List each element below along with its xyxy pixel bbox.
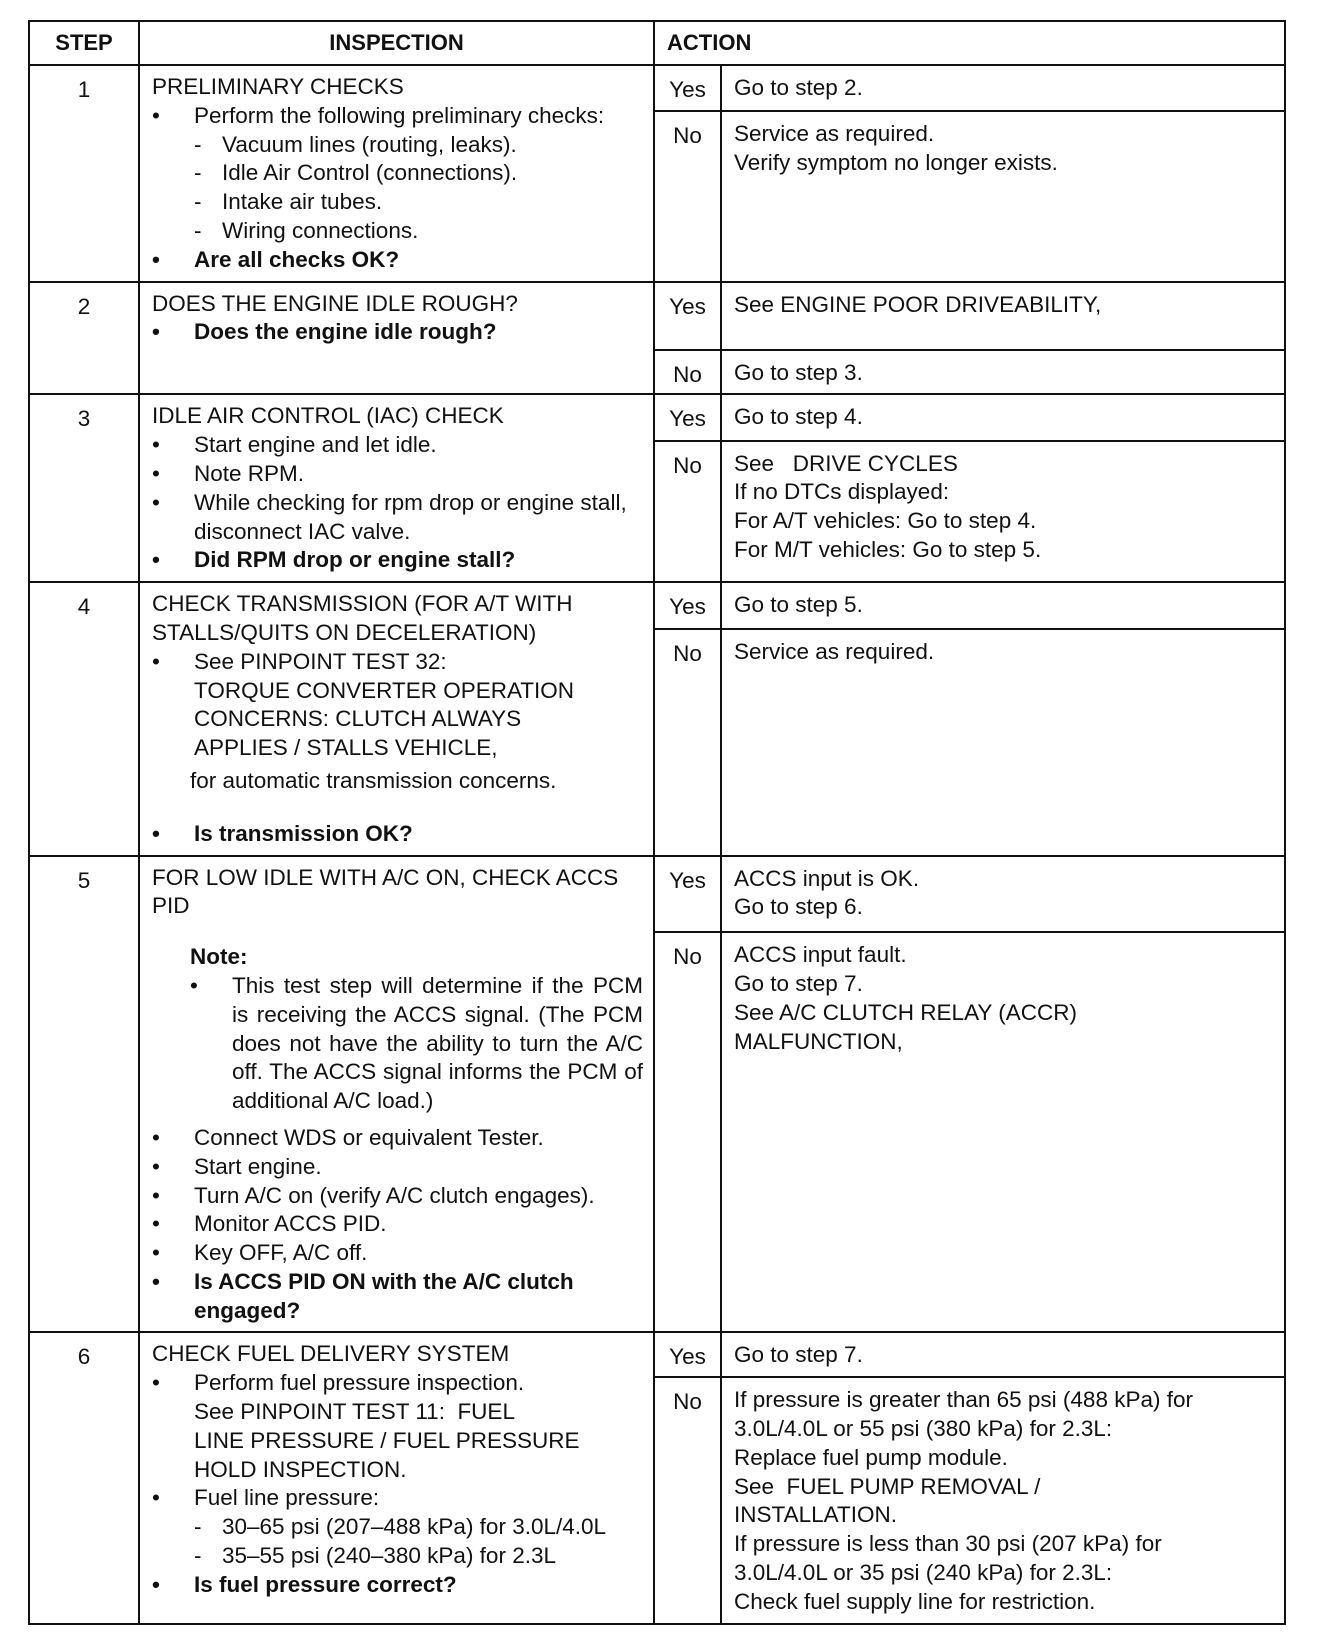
yes-label: Yes xyxy=(654,582,721,628)
step-4-yes-row xyxy=(29,582,1285,628)
question: • Is fuel pressure correct? xyxy=(152,1571,457,1597)
bullet-item: • Fuel line pressure: xyxy=(152,1485,380,1511)
step-number: 4 xyxy=(29,582,139,855)
bullet-item: • Connect WDS or equivalent Tester. xyxy=(152,1124,544,1150)
step-2-yes-row xyxy=(29,282,1285,350)
step-title: DOES THE ENGINE IDLE ROUGH? xyxy=(152,290,518,316)
step-6-inspection xyxy=(139,1332,654,1623)
step-number: 3 xyxy=(29,394,139,582)
step-number: 2 xyxy=(29,282,139,395)
dash-item: - 30–65 psi (207–488 kPa) for 3.0L/4.0L xyxy=(194,1514,607,1540)
step-6-yes-row xyxy=(29,1332,1285,1377)
bullet-item: • See PINPOINT TEST 32: TORQUE CONVERTER OPERATION CONCERNS: CLUTCH ALWAYS APPLIES / STALLS VEHICLE, xyxy=(152,648,575,761)
no-label: No xyxy=(654,629,721,856)
bullet-item: • Monitor ACCS PID. xyxy=(152,1211,387,1237)
header-step: STEP xyxy=(29,21,139,65)
question: • Does the engine idle rough? xyxy=(152,319,497,345)
step-number: 1 xyxy=(29,65,139,282)
header-row xyxy=(29,21,1285,65)
step-1-yes-row xyxy=(29,65,1285,111)
yes-label: Yes xyxy=(654,65,721,111)
note-bullet: • This test step will determine if the PCM is receiving the ACCS signal. (The PCM does not have the ability to turn the A/C off. The ACCS signal informs the PCM of additional A/C load.) xyxy=(190,972,643,1114)
note-text: for automatic transmission concerns. xyxy=(190,767,557,793)
no-action: Service as required. xyxy=(721,629,1285,856)
question: • Did RPM drop or engine stall? xyxy=(152,547,516,573)
step-title: IDLE AIR CONTROL (IAC) CHECK xyxy=(152,403,504,429)
step-5-yes-row xyxy=(29,856,1285,933)
step-title: CHECK FUEL DELIVERY SYSTEM xyxy=(152,1341,510,1367)
step-number: 6 xyxy=(29,1332,139,1623)
bullet-item: • Turn A/C on (verify A/C clutch engages). xyxy=(152,1182,595,1208)
bullet-item: • Start engine. xyxy=(152,1153,322,1179)
step-5-inspection xyxy=(139,856,654,1333)
yes-action: See ENGINE POOR DRIVEABILITY, xyxy=(721,282,1285,350)
step-number: 5 xyxy=(29,856,139,1333)
yes-label: Yes xyxy=(654,856,721,933)
dash-item: - Idle Air Control (connections). xyxy=(194,160,518,186)
header-inspection: INSPECTION xyxy=(139,21,654,65)
note-block xyxy=(152,943,643,1116)
step-4-inspection xyxy=(139,582,654,855)
no-action: See DRIVE CYCLES If no DTCs displayed: For A/T vehicles: Go to step 4. For M/T vehicles: Go to step 5. xyxy=(721,441,1285,583)
step-1-inspection xyxy=(139,65,654,282)
yes-label: Yes xyxy=(654,282,721,350)
bullet-item: • Start engine and let idle. xyxy=(152,432,437,458)
yes-action: ACCS input is OK. Go to step 6. xyxy=(721,856,1285,933)
no-label: No xyxy=(654,111,721,282)
dash-item: - Vacuum lines (routing, leaks). xyxy=(194,131,517,157)
bullet-item: • Key OFF, A/C off. xyxy=(152,1240,368,1266)
bullet-item: • Perform the following preliminary checks: xyxy=(152,102,605,128)
dash-item: - Wiring connections. xyxy=(194,217,419,243)
diagnostic-table xyxy=(28,20,1286,1625)
step-3-inspection xyxy=(139,394,654,582)
bullet-item: • While checking for rpm drop or engine stall, disconnect IAC valve. xyxy=(152,489,627,544)
yes-action: Go to step 5. xyxy=(721,582,1285,628)
step-title: FOR LOW IDLE WITH A/C ON, CHECK ACCS PID xyxy=(152,864,619,919)
note-label: Note: xyxy=(190,944,248,970)
step-title: CHECK TRANSMISSION (FOR A/T WITH STALLS/QUITS ON DECELERATION) xyxy=(152,591,573,645)
dash-item: - Intake air tubes. xyxy=(194,189,383,215)
yes-action: Go to step 4. xyxy=(721,394,1285,440)
no-action: Service as required. Verify symptom no longer exists. xyxy=(721,111,1285,282)
bullet-item: • Note RPM. xyxy=(152,460,305,486)
question: • Is ACCS PID ON with the A/C clutch engaged? xyxy=(152,1268,574,1323)
no-action: ACCS input fault. Go to step 7. See A/C CLUTCH RELAY (ACCR) MALFUNCTION, xyxy=(721,932,1285,1332)
no-label: No xyxy=(654,350,721,395)
step-3-yes-row xyxy=(29,394,1285,440)
yes-action: Go to step 2. xyxy=(721,65,1285,111)
header-action: ACTION xyxy=(654,21,1285,65)
yes-label: Yes xyxy=(654,1332,721,1377)
question: • Is transmission OK? xyxy=(152,820,413,846)
step-title: PRELIMINARY CHECKS xyxy=(152,74,404,99)
no-label: No xyxy=(654,1377,721,1623)
no-label: No xyxy=(654,932,721,1332)
no-label: No xyxy=(654,441,721,583)
no-action: If pressure is greater than 65 psi (488 kPa) for 3.0L/4.0L or 55 psi (380 kPa) for 2.3L: Replace fuel pump module. See FUEL PUMP REMOVAL / INSTALLATION. If pressure is less than 30 psi (207 kPa) for 3.0L/4.0L or 35 psi (240 kPa) for 2.3L: Check fuel supply line for restriction. xyxy=(721,1377,1285,1623)
bullet-item: • Perform fuel pressure inspection. See PINPOINT TEST 11: FUEL LINE PRESSURE / FUEL PRESSURE HOLD INSPECTION. xyxy=(152,1370,580,1482)
question: • Are all checks OK? xyxy=(152,246,400,272)
no-action: Go to step 3. xyxy=(721,350,1285,395)
dash-item: - 35–55 psi (240–380 kPa) for 2.3L xyxy=(194,1543,556,1569)
yes-action: Go to step 7. xyxy=(721,1332,1285,1377)
yes-label: Yes xyxy=(654,394,721,440)
step-2-inspection xyxy=(139,282,654,395)
